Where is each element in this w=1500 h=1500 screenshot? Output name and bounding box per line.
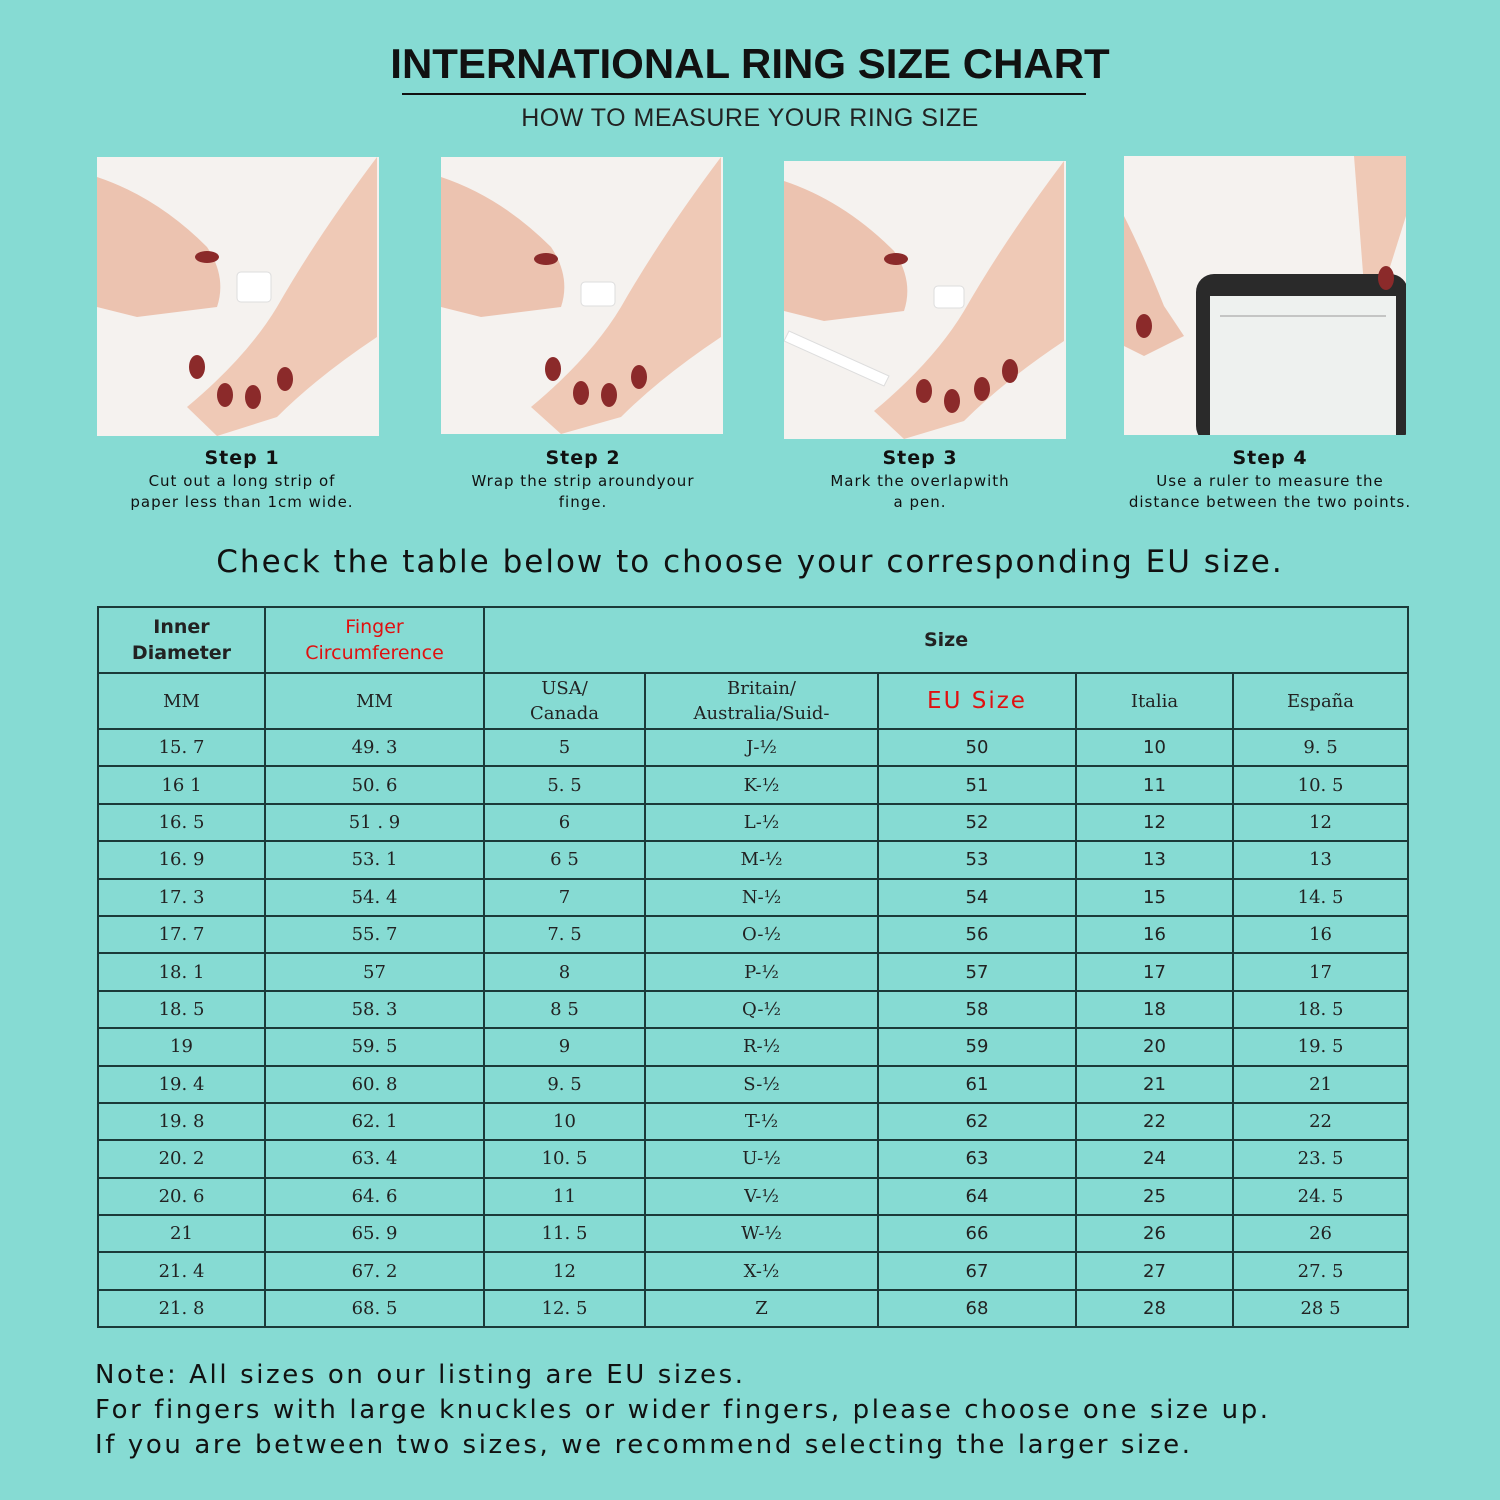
usa-canada-cell: 6 [484,804,645,841]
espana-cell: 22 [1233,1103,1408,1140]
step-title: Step 2 [545,447,621,469]
table-row [98,879,1408,916]
eu-size-cell: 63 [878,1140,1076,1177]
usa-canada-cell: 12. 5 [484,1290,645,1327]
finger-circumference-cell: 65. 9 [265,1215,484,1252]
inner-diameter-cell: 20. 6 [98,1178,265,1215]
table-row [98,916,1408,953]
finger-circumference-cell: 62. 1 [265,1103,484,1140]
step-1-photo [97,157,379,436]
step-description-line: Use a ruler to measure the [1156,472,1384,490]
step-title: Step 1 [204,447,280,469]
header-line: Diameter [131,642,232,664]
inner-diameter-cell: 17. 7 [98,916,265,953]
eu-size-cell: 64 [878,1178,1076,1215]
eu-size-cell: 52 [878,804,1076,841]
italia-cell: 11 [1076,766,1233,803]
italia-header: Italia [1076,673,1233,729]
table-row [98,1178,1408,1215]
finger-circumference-cell: 59. 5 [265,1028,484,1065]
finger-circumference-cell: 67. 2 [265,1252,484,1289]
usa-canada-cell: 8 [484,953,645,990]
britain-cell: V-½ [645,1178,878,1215]
inner-diameter-cell: 20. 2 [98,1140,265,1177]
inner-diameter-cell: 19 [98,1028,265,1065]
step-2-caption [413,447,753,513]
usa-canada-cell: 5. 5 [484,766,645,803]
italia-cell: 18 [1076,991,1233,1028]
italia-cell: 27 [1076,1252,1233,1289]
table-row [98,991,1408,1028]
step-description-line: finge. [558,493,608,511]
espana-cell: 26 [1233,1215,1408,1252]
step-description-line: a pen. [893,493,947,511]
inner-diameter-cell: 18. 5 [98,991,265,1028]
inner-diameter-cell: 16 1 [98,766,265,803]
step-4-photo [1124,156,1406,435]
step-description-line: Wrap the strip aroundyour [471,472,695,490]
espana-cell: 18. 5 [1233,991,1408,1028]
finger-circumference-cell: 58. 3 [265,991,484,1028]
italia-cell: 13 [1076,841,1233,878]
italia-cell: 20 [1076,1028,1233,1065]
inner-diameter-cell: 18. 1 [98,953,265,990]
finger-circumference-cell: 60. 8 [265,1066,484,1103]
britain-cell: X-½ [645,1252,878,1289]
title-underline [402,93,1086,95]
header-line: Inner [153,616,210,638]
finger-circumference-cell: 54. 4 [265,879,484,916]
header-line: Finger [345,616,404,638]
britain-cell: R-½ [645,1028,878,1065]
italia-cell: 10 [1076,729,1233,766]
finger-circumference-cell: 53. 1 [265,841,484,878]
step-description-line: paper less than 1cm wide. [130,493,354,511]
inner-diameter-cell: 19. 8 [98,1103,265,1140]
eu-size-cell: 53 [878,841,1076,878]
inner-diameter-cell: 21. 8 [98,1290,265,1327]
step-3-caption [750,447,1090,513]
espana-cell: 17 [1233,953,1408,990]
britain-cell: P-½ [645,953,878,990]
finger-circumference-cell: 68. 5 [265,1290,484,1327]
header-line: Australia/Suid- [693,703,830,724]
table-row [98,1215,1408,1252]
table-row [98,1028,1408,1065]
inner-diameter-cell: 15. 7 [98,729,265,766]
britain-cell: W-½ [645,1215,878,1252]
eu-size-cell: 66 [878,1215,1076,1252]
britain-cell: O-½ [645,916,878,953]
table-body [98,729,1408,1327]
step-2-photo [441,157,723,434]
table-row [98,729,1408,766]
table-row [98,1066,1408,1103]
inner-diameter-cell: 21. 4 [98,1252,265,1289]
britain-cell: N-½ [645,879,878,916]
italia-cell: 16 [1076,916,1233,953]
page-title: INTERNATIONAL RING SIZE CHART [390,40,1110,87]
espana-cell: 27. 5 [1233,1252,1408,1289]
espana-cell: 10. 5 [1233,766,1408,803]
finger-circumference-cell: 50. 6 [265,766,484,803]
eu-size-cell: 57 [878,953,1076,990]
ring-size-table [97,606,1409,1328]
header-line: USA/ [541,678,588,699]
italia-cell: 26 [1076,1215,1233,1252]
espana-cell: 21 [1233,1066,1408,1103]
espana-cell: 13 [1233,841,1408,878]
step-description-line: Mark the overlapwith [830,472,1010,490]
eu-size-cell: 67 [878,1252,1076,1289]
inner-diameter-cell: 16. 5 [98,804,265,841]
usa-canada-cell: 11 [484,1178,645,1215]
espana-cell: 9. 5 [1233,729,1408,766]
finger-circumference-header [265,607,484,673]
finger-circumference-cell: 55. 7 [265,916,484,953]
inner-diameter-cell: 17. 3 [98,879,265,916]
usa-canada-cell: 8 5 [484,991,645,1028]
table-row [98,841,1408,878]
eu-size-cell: 51 [878,766,1076,803]
espana-cell: 24. 5 [1233,1178,1408,1215]
step-description [750,471,1090,513]
italia-cell: 12 [1076,804,1233,841]
eu-size-cell: 54 [878,879,1076,916]
britain-cell: K-½ [645,766,878,803]
britain-cell: Q-½ [645,991,878,1028]
step-3-photo [784,161,1066,439]
usa-canada-cell: 12 [484,1252,645,1289]
eu-size-cell: 56 [878,916,1076,953]
step-1-caption [72,447,412,513]
italia-cell: 22 [1076,1103,1233,1140]
italia-cell: 21 [1076,1066,1233,1103]
inner-diameter-header [98,607,265,673]
usa-canada-cell: 7 [484,879,645,916]
britain-cell: M-½ [645,841,878,878]
note-line: For fingers with large knuckles or wider fingers, please choose one size up. [95,1395,1271,1425]
finger-circumference-cell: 51 . 9 [265,804,484,841]
usa-canada-cell: 5 [484,729,645,766]
table-row [98,1290,1408,1327]
usa-canada-cell: 11. 5 [484,1215,645,1252]
eu-size-cell: 68 [878,1290,1076,1327]
britain-cell: U-½ [645,1140,878,1177]
eu-size-cell: 61 [878,1066,1076,1103]
britain-cell: T-½ [645,1103,878,1140]
step-description-line: distance between the two points. [1128,493,1412,511]
step-title: Step 4 [1232,447,1308,469]
britain-cell: Z [645,1290,878,1327]
eu-size-header: EU Size [878,673,1076,729]
inner-diameter-cell: 19. 4 [98,1066,265,1103]
finger-circumference-cell: 57 [265,953,484,990]
inner-diameter-cell: 16. 9 [98,841,265,878]
inner-diameter-cell: 21 [98,1215,265,1252]
espana-cell: 14. 5 [1233,879,1408,916]
size-header: Size [484,607,1408,673]
note-line: If you are between two sizes, we recommend selecting the larger size. [95,1430,1193,1460]
italia-cell: 28 [1076,1290,1233,1327]
notes [95,1358,1455,1463]
table-row [98,804,1408,841]
table-row [98,953,1408,990]
usa-canada-header [484,673,645,729]
note-line: Note: All sizes on our listing are EU sizes. [95,1360,746,1390]
page-subtitle: HOW TO MEASURE YOUR RING SIZE [521,104,979,132]
step-description [1090,471,1450,513]
header-line: Britain/ [727,678,796,699]
eu-size-cell: 59 [878,1028,1076,1065]
espana-cell: 16 [1233,916,1408,953]
table-row [98,1140,1408,1177]
eu-size-cell: 62 [878,1103,1076,1140]
espana-header: España [1233,673,1408,729]
usa-canada-cell: 9 [484,1028,645,1065]
step-4-caption [1090,447,1450,513]
table-instruction: Check the table below to choose your corresponding EU size. [216,544,1284,580]
italia-cell: 24 [1076,1140,1233,1177]
eu-size-cell: 58 [878,991,1076,1028]
espana-cell: 12 [1233,804,1408,841]
step-title: Step 3 [882,447,958,469]
eu-size-cell: 50 [878,729,1076,766]
finger-circumference-cell: 63. 4 [265,1140,484,1177]
usa-canada-cell: 10. 5 [484,1140,645,1177]
inner-mm-header: MM [98,673,265,729]
britain-cell: L-½ [645,804,878,841]
table-row [98,766,1408,803]
header-line: Circumference [305,642,444,664]
step-description [413,471,753,513]
step-description [72,471,412,513]
table-row [98,1252,1408,1289]
usa-canada-cell: 6 5 [484,841,645,878]
finger-circumference-cell: 49. 3 [265,729,484,766]
britain-header [645,673,878,729]
britain-cell: S-½ [645,1066,878,1103]
header-line: Canada [529,703,600,724]
espana-cell: 19. 5 [1233,1028,1408,1065]
usa-canada-cell: 10 [484,1103,645,1140]
britain-cell: J-½ [645,729,878,766]
finger-circumference-cell: 64. 6 [265,1178,484,1215]
step-description-line: Cut out a long strip of [148,472,336,490]
usa-canada-cell: 7. 5 [484,916,645,953]
italia-cell: 15 [1076,879,1233,916]
espana-cell: 23. 5 [1233,1140,1408,1177]
espana-cell: 28 5 [1233,1290,1408,1327]
italia-cell: 17 [1076,953,1233,990]
usa-canada-cell: 9. 5 [484,1066,645,1103]
finger-mm-header: MM [265,673,484,729]
table-row [98,1103,1408,1140]
italia-cell: 25 [1076,1178,1233,1215]
